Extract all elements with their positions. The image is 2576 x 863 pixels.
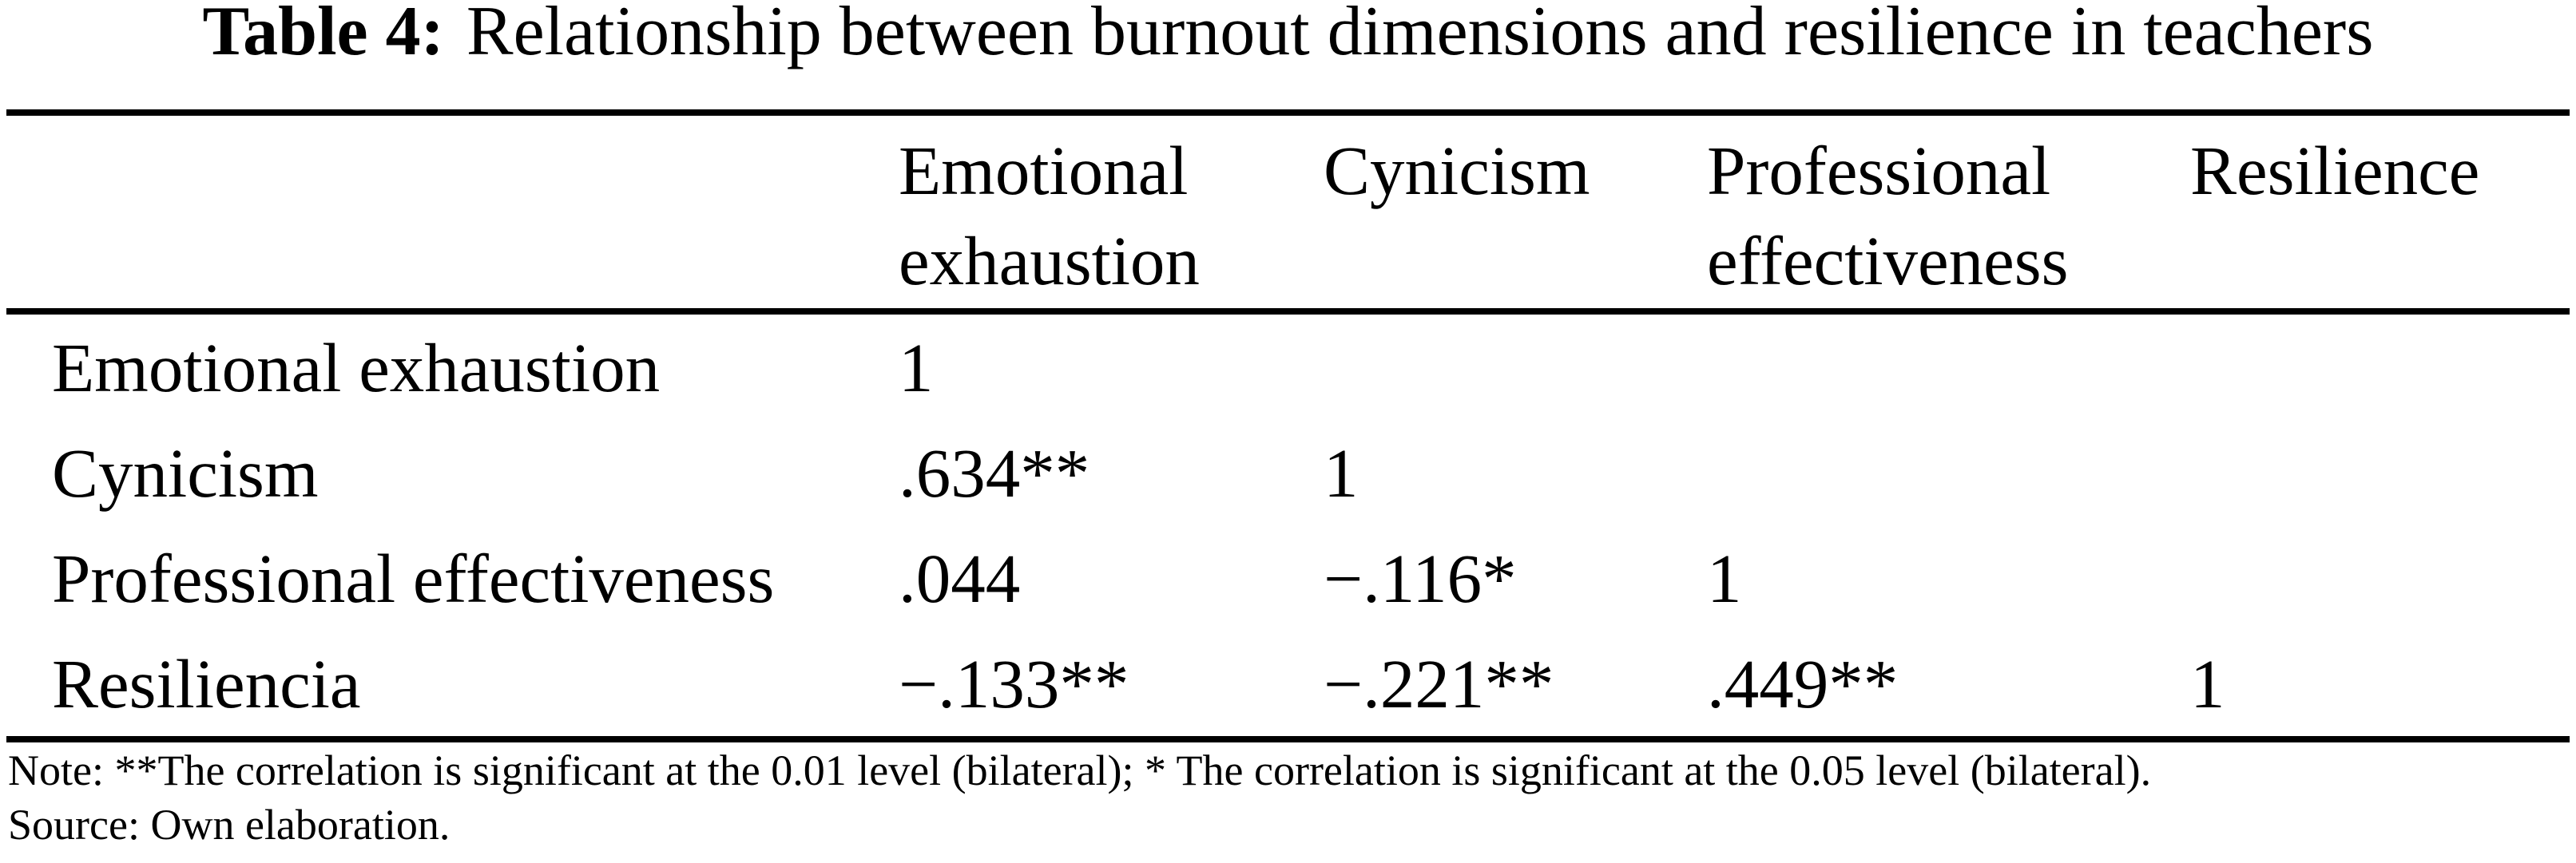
table-bottom-rule — [6, 736, 2570, 742]
cell-value: −.221** — [1324, 644, 1554, 722]
row-label-emotional-exhaustion: Emotional exhaustion — [52, 328, 661, 406]
cell-value: −.133** — [899, 644, 1129, 722]
header-cell-emotional-exhaustion: Emotional exhaustion — [899, 132, 1200, 299]
table-header-row — [52, 125, 2568, 306]
header-cell-cynicism: Cynicism — [1324, 132, 1590, 209]
table-source: Source: Own elaboration. — [8, 801, 451, 849]
table-header-rule — [6, 308, 2570, 315]
row-label-cynicism: Cynicism — [52, 433, 319, 512]
cell-value: .634** — [899, 433, 1090, 512]
row-label-professional-effectiveness: Professional effectiveness — [52, 539, 775, 617]
cell-value: 1 — [2190, 644, 2225, 722]
table-caption-number: Table 4: — [202, 0, 444, 70]
cell-value: 1 — [1707, 539, 1742, 617]
row-label-resiliencia: Resiliencia — [52, 644, 361, 722]
cell-value: .044 — [899, 539, 1021, 617]
header-cell-professional-effectiveness: Professional effectiveness — [1707, 132, 2069, 299]
table-caption-text: Relationship between burnout dimensions and resilience in teachers — [466, 0, 2374, 70]
table-body — [52, 315, 2568, 736]
table-top-rule — [6, 109, 2570, 116]
table-caption — [0, 0, 2576, 73]
cell-value: 1 — [899, 328, 934, 406]
cell-value: 1 — [1324, 433, 1359, 512]
header-cell-resilience: Resilience — [2190, 132, 2480, 209]
cell-value: .449** — [1707, 644, 1899, 722]
header-cell-empty — [52, 125, 899, 306]
table-note: Note: **The correlation is significant at the 0.01 level (bilateral); * The correlation is significant at the 0.05 level (bilateral). — [8, 746, 2152, 794]
cell-value: −.116* — [1324, 539, 1517, 617]
